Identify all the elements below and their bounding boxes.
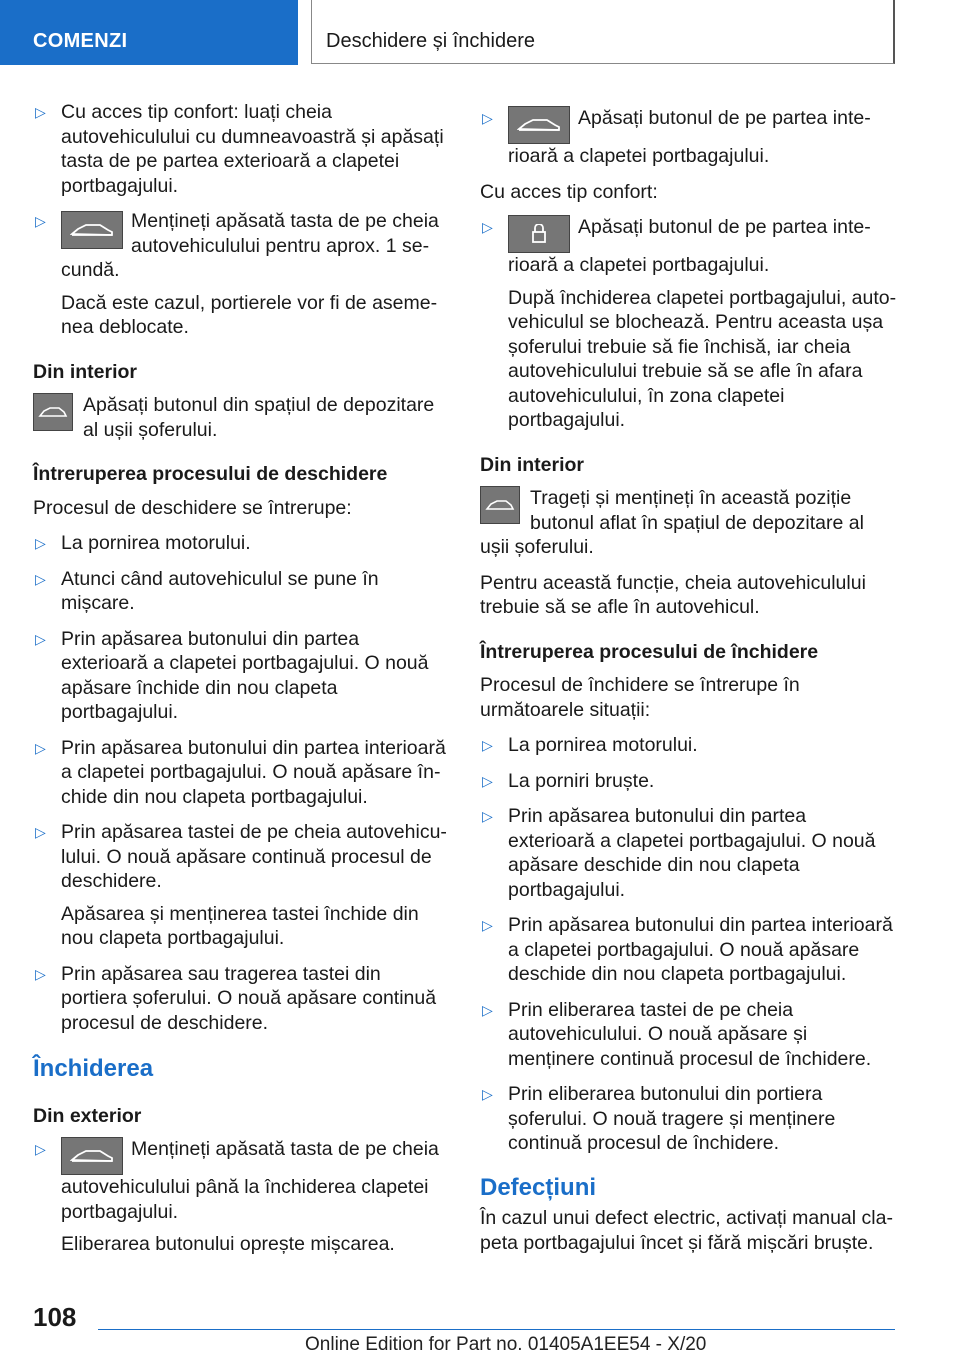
heading-din-interior: Din interior <box>33 360 138 383</box>
section-label: COMENZI <box>33 30 128 52</box>
list-item: ▷ Prin apăsarea sau tragerea tastei din portiera șoferului. O nouă apăsare continuă procesul de deschidere. <box>35 962 437 1034</box>
heading-intrerupere-deschidere: Întreruperea procesului de deschidere <box>33 463 388 485</box>
bullet-arrow-icon: ▷ <box>482 808 493 824</box>
page-number: 108 <box>33 1302 77 1332</box>
list-item: ▷ Prin eliberarea butonului din portiera șoferului. O nouă tragere și menținere continuă procesul de închidere. <box>482 1083 836 1154</box>
bullet-arrow-icon: ▷ <box>35 535 46 551</box>
intro-text: Procesul de deschidere se întrerupe: <box>33 496 352 519</box>
section-tab <box>0 0 298 65</box>
heading-intrerupere-inchidere: Întreruperea procesului de închidere <box>480 640 819 663</box>
bullet-arrow-icon: ▷ <box>482 737 493 753</box>
trunk-inner-button-icon <box>508 106 570 144</box>
bullet-arrow-icon: ▷ <box>482 772 493 789</box>
footer-divider <box>98 1329 895 1330</box>
list-item: ▷ La pornirea motorului. <box>35 532 251 554</box>
intro-text: Procesul de închidere se întrerupe în următoarele situații: <box>480 674 800 721</box>
list-item: ▷ Prin apăsarea butonului din partea interioară a clapetei portbagajului. O nouă apăsare deschide din nou clapeta portbagajului. <box>482 914 893 985</box>
bullet-arrow-icon: ▷ <box>35 104 46 120</box>
bullet-arrow-icon: ▷ <box>35 739 46 756</box>
bullet-arrow-icon: ▷ <box>35 965 46 982</box>
defect-text: În cazul unui defect electric, activați manual clapeta portbagajului încet și fără mișcări bruște. <box>480 1207 893 1254</box>
list-item: ▷ Prin apăsarea butonului din partea exterioară a clapetei portbagajului. O nouă apăsare deschide din nou clapeta portbagajului. <box>482 805 876 901</box>
list-item: ▷ Prin apăsarea butonului din partea interioară a clapetei portbagajului. O nouă apăsare închide din nou clapeta portbagajului. <box>35 736 446 808</box>
bullet-arrow-icon: ▷ <box>482 917 493 933</box>
list-item: ▷ La porniri bruște. <box>482 769 655 792</box>
bullet-arrow-icon: ▷ <box>35 824 46 840</box>
list-item: ▷ Cu acces tip confort: luați cheia autovehiculului cu dumneavoastră și apăsați tasta de pe partea exterioară a clapetei portbagajului. <box>35 101 444 197</box>
trunk-key-button-icon <box>61 211 123 249</box>
interior-paragraph: Apăsați butonul din spațiul de depozitare al ușii șoferului. <box>33 393 448 442</box>
bullet-arrow-icon: ▷ <box>35 1141 46 1157</box>
interior-paragraph: Trageți și mențineți în această poziție butonul aflat în spațiul de depozitare al ușii șoferului. <box>480 487 864 558</box>
list-item: ▷ Atunci când autovehiculul se pune în mișcare. <box>35 567 379 614</box>
lock-button-icon <box>508 215 570 253</box>
heading-inchiderea: Închiderea <box>33 1055 154 1082</box>
chapter-header <box>311 0 895 64</box>
chapter-title: Deschidere și închidere <box>326 30 535 52</box>
left-column <box>33 100 448 1268</box>
door-button-icon <box>33 393 73 431</box>
note-text: Pentru această funcție, cheia autovehiculului trebuie să se afle în autovehicul. <box>480 571 866 618</box>
trunk-key-button-icon <box>61 1137 123 1175</box>
bullet-arrow-icon: ▷ <box>482 219 493 235</box>
list-item: ▷ Prin apăsarea tastei de pe cheia autovehiculului. O nouă apăsare continuă procesul de deschidere. Apăsarea și menținerea tastei închide din nou clapeta portbagajului. <box>35 821 447 949</box>
right-column <box>480 106 898 1266</box>
bullet-arrow-icon: ▷ <box>482 1086 493 1102</box>
bullet-arrow-icon: ▷ <box>482 110 493 126</box>
bullet-arrow-icon: ▷ <box>35 630 46 647</box>
door-button-icon <box>480 486 520 524</box>
heading-din-exterior: Din exterior <box>33 1104 142 1127</box>
heading-defectiuni: Defecțiuni <box>480 1173 597 1201</box>
heading-din-interior: Din interior <box>480 453 585 476</box>
list-item: ▷ Apăsați butonul de pe partea interioară a clapetei portbagajului. După închiderea clapetei portbagajului, autovehiculul se blochează. Pentru aceasta ușa șoferului trebuie să fie închisă, iar cheia autovehiculului trebuie să se afle în afara autovehiculului, în zona clapetei portbagajului. <box>482 216 897 431</box>
footer-edition: Online Edition for Part no. 01405A1EE54 - X/20 <box>305 1334 707 1355</box>
bullet-arrow-icon: ▷ <box>35 213 46 229</box>
bullet-arrow-icon: ▷ <box>35 570 46 587</box>
list-item: ▷ Prin eliberarea tastei de pe cheia autovehiculului. O nouă apăsare și menținere continuă procesul de închidere. <box>482 998 872 1070</box>
list-item: ▷ Prin apăsarea butonului din partea exterioară a clapetei portbagajului. O nouă apăsare închide din nou clapeta portbagajului. <box>35 627 429 723</box>
list-item: ▷ La pornirea motorului. <box>482 734 698 756</box>
list-item: ▷ Mențineți apăsată tasta de pe cheia autovehiculului până la închiderea clapetei portbagajului. Eliberarea butonului oprește mișcarea. <box>35 1138 439 1255</box>
confort-label: Cu acces tip confort: <box>480 180 658 203</box>
list-item: ▷ Mențineți apăsată tasta de pe cheia autovehiculului pentru aprox. 1 secundă. Dacă este cazul, portierele vor fi de asemenea deblocate. <box>35 210 439 338</box>
list-item: ▷ Apăsați butonul de pe partea interioară a clapetei portbagajului. <box>482 107 871 167</box>
bullet-arrow-icon: ▷ <box>482 1001 493 1018</box>
